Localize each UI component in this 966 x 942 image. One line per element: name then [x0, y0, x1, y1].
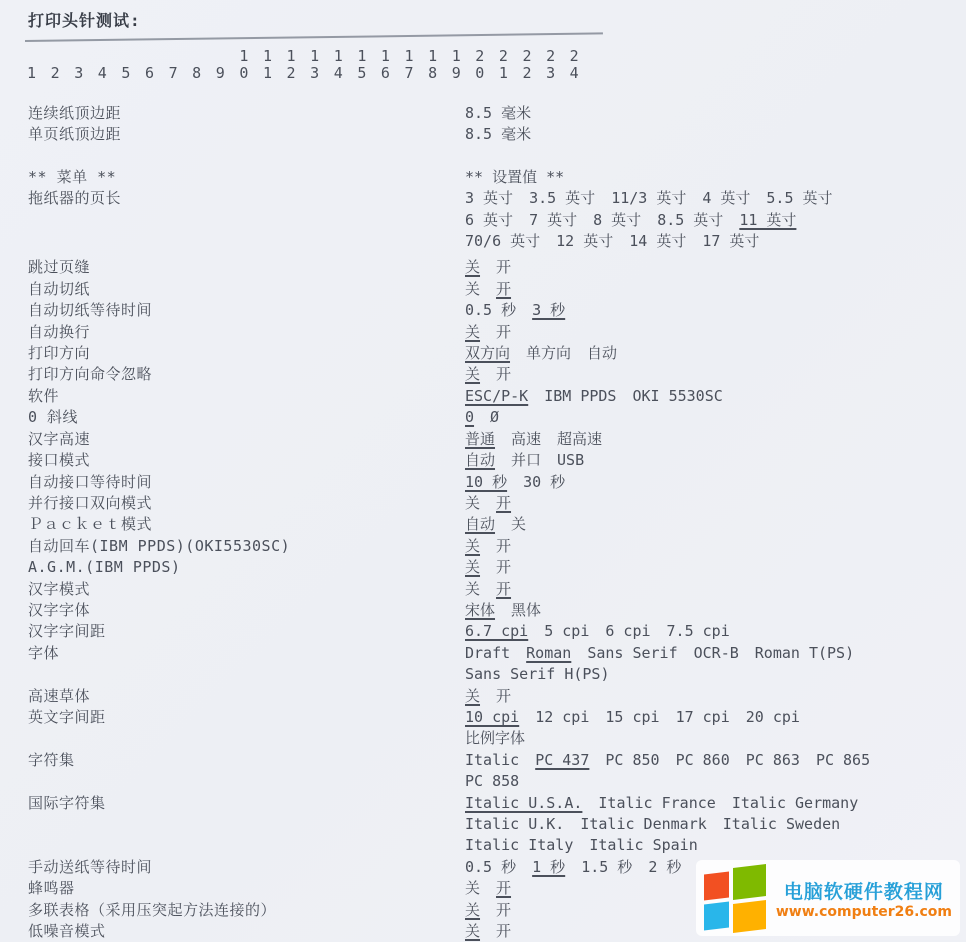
setting-option: 黑体 [511, 600, 542, 619]
setting-option-selected: 双方向 [465, 344, 511, 363]
setting-option: Sans Serif [587, 643, 678, 662]
setting-option: 开 [496, 922, 512, 941]
setting-option-selected: 0 [465, 408, 475, 427]
menu-row [0, 103, 966, 124]
setting-option: 8.5 英寸 [657, 210, 724, 229]
setting-values [465, 793, 966, 857]
setting-option: 4 英寸 [702, 189, 751, 208]
setting-option: 6 cpi [605, 622, 651, 641]
menu-row [0, 621, 966, 642]
setting-values [465, 343, 966, 364]
setting-option-selected: 关 [465, 900, 481, 919]
setting-value-line [465, 835, 966, 856]
watermark [696, 860, 960, 936]
setting-option-selected: 关 [465, 365, 481, 384]
setting-option: 8.5 毫米 [465, 125, 532, 144]
setting-values [465, 188, 966, 252]
pin-number: 1 9 [451, 47, 461, 82]
setting-values [465, 557, 966, 578]
setting-values [465, 429, 966, 450]
menu-row [0, 343, 966, 364]
pin-number: 9 [215, 64, 225, 82]
setting-label: 自动切纸等待时间 [28, 301, 153, 320]
setting-label: 蜂鸣器 [28, 879, 75, 898]
setting-option-selected: 10 秒 [465, 472, 508, 491]
setting-label: 拖纸器的页长 [28, 189, 122, 208]
setting-option: 单方向 [526, 344, 572, 363]
setting-option-selected: PC 437 [535, 750, 590, 769]
setting-value-line [465, 771, 966, 792]
setting-value-line [465, 514, 966, 535]
setting-values [465, 450, 966, 471]
setting-value-line [465, 300, 966, 321]
setting-label: 并行接口双向模式 [28, 493, 153, 512]
setting-option-selected: ESC/P-K [465, 386, 529, 405]
setting-option: 5 cpi [544, 622, 590, 641]
setting-label: 打印方向命令忽略 [28, 365, 153, 384]
menu-row [0, 707, 966, 750]
setting-option: Sans Serif H(PS) [465, 665, 610, 684]
setting-option: Italic Denmark [580, 815, 707, 833]
setting-value-line [465, 686, 966, 707]
setting-label: Ｐａｃｋｅｔ模式 [28, 515, 153, 534]
logo-pane-blue [704, 901, 729, 930]
menu-row [0, 557, 966, 578]
menu-row [0, 514, 966, 535]
setting-option-selected: 关 [465, 536, 481, 555]
setting-values [465, 643, 966, 686]
setting-value-line [465, 343, 966, 364]
pin-number: 3 [74, 64, 84, 82]
menu-row [0, 493, 966, 514]
setting-option: 开 [496, 365, 512, 384]
pin-number: 5 [121, 64, 131, 82]
setting-option: 关 [511, 515, 527, 534]
setting-option: 17 cpi [675, 707, 730, 726]
setting-option: PC 858 [465, 772, 520, 791]
setting-values [465, 600, 966, 621]
pin-number: 1 5 [357, 47, 367, 82]
setting-values [465, 364, 966, 385]
setting-value-line [465, 579, 966, 600]
setting-value-line [465, 793, 966, 814]
setting-value-line [465, 664, 966, 685]
watermark-text [776, 877, 952, 920]
setting-option: 超高速 [557, 429, 603, 448]
setting-values [465, 579, 966, 600]
setting-values [465, 514, 966, 535]
setting-label: 0 斜线 [28, 408, 79, 427]
setting-option: 8 英寸 [593, 210, 642, 229]
setting-option: PC 850 [605, 750, 660, 769]
setting-label: 跳过页缝 [28, 258, 91, 277]
setting-value-line [465, 557, 966, 578]
setting-value-line [465, 188, 966, 209]
setting-option: Italic [465, 750, 520, 769]
menu-row [0, 536, 966, 557]
setting-option: 开 [496, 558, 512, 577]
pin-number: 1 [27, 64, 37, 82]
setting-label: 自动接口等待时间 [28, 472, 153, 491]
pin-number: 2 0 [475, 47, 485, 82]
menu-row [0, 364, 966, 385]
setting-option-selected: 宋体 [465, 600, 496, 619]
menu-row [0, 257, 966, 278]
setting-option: 11/3 英寸 [611, 189, 687, 208]
menu-row [0, 322, 966, 343]
setting-value-line [465, 364, 966, 385]
setting-option: 70/6 英寸 [465, 232, 541, 251]
setting-value-line [465, 750, 966, 771]
menu-row [0, 579, 966, 600]
pin-number: 1 2 [286, 47, 296, 82]
setting-option: 17 英寸 [702, 232, 760, 251]
setting-values [465, 536, 966, 557]
setting-option: 2 秒 [648, 857, 682, 876]
setting-option-selected: Italic U.S.A. [465, 793, 583, 812]
setting-option: 8.5 毫米 [465, 104, 532, 122]
setting-option: 7 英寸 [529, 210, 578, 229]
pin-number: 8 [192, 64, 202, 82]
setting-option-selected: 11 英寸 [739, 210, 797, 229]
setting-value-line [465, 707, 966, 728]
setting-option: Draft [465, 643, 511, 662]
setting-option: 7.5 cpi [666, 622, 730, 641]
setting-label: ** 菜单 ** [28, 167, 117, 186]
menu-row [0, 686, 966, 707]
pin-number: 1 1 [262, 47, 272, 82]
setting-label: 自动回车(IBM PPDS)(OKI5530SC) [28, 536, 291, 555]
setting-option: 0.5 秒 [465, 301, 517, 320]
setting-value-line [465, 210, 966, 231]
setting-label: 接口模式 [28, 451, 91, 470]
pin-number: 7 [168, 64, 178, 82]
setting-label: 高速草体 [28, 686, 91, 705]
setting-label: 自动切纸 [28, 279, 91, 298]
setting-option-selected: 开 [496, 879, 512, 898]
pin-number: 2 3 [546, 47, 556, 82]
pin-number: 1 0 [239, 47, 249, 82]
setting-option-selected: 开 [496, 579, 512, 598]
setting-option: 12 英寸 [556, 232, 614, 251]
setting-option-selected: 关 [465, 686, 481, 705]
setting-label: 单页纸顶边距 [28, 125, 122, 144]
setting-option: 关 [465, 279, 481, 298]
setting-values [465, 103, 966, 124]
setting-option: PC 863 [745, 750, 800, 769]
setting-label: 手动送纸等待时间 [28, 857, 153, 876]
setting-option: 1.5 秒 [581, 857, 633, 876]
menu-row [0, 750, 966, 793]
logo-pane-green [733, 864, 766, 900]
setting-option: 3 英寸 [465, 189, 514, 208]
setting-option: USB [557, 451, 585, 470]
pin-number: 2 1 [498, 47, 508, 82]
pin-number: 1 3 [310, 47, 320, 82]
setting-label: 汉字高速 [28, 429, 91, 448]
setting-values [465, 167, 966, 188]
setting-option: 关 [465, 493, 481, 512]
setting-option: 并口 [511, 451, 542, 470]
setting-option: 关 [465, 579, 481, 598]
setting-values [465, 472, 966, 493]
setting-value-line [465, 322, 966, 343]
setting-option-selected: 自动 [465, 515, 496, 534]
setting-option: 关 [465, 879, 481, 898]
site-name: 电脑软硬件教程网 [783, 880, 944, 903]
setting-option: Italic France [598, 793, 716, 812]
setting-values [465, 493, 966, 514]
setting-values [465, 279, 966, 300]
pin-number: 2 [50, 64, 60, 82]
setting-option: 开 [496, 900, 512, 919]
setting-option: PC 865 [815, 750, 871, 769]
setting-label: 低噪音模式 [28, 922, 106, 941]
setting-values [465, 322, 966, 343]
setting-option-selected: 关 [465, 922, 481, 941]
setting-option: 12 cpi [535, 707, 590, 726]
setting-value-line [465, 814, 966, 835]
setting-option-selected: 普通 [465, 429, 496, 448]
setting-option: Italic U.K. [465, 815, 565, 833]
logo-pane-red [704, 871, 729, 900]
setting-value-line [465, 728, 966, 749]
pin-number: 1 6 [380, 47, 390, 82]
pin-number: 1 7 [404, 47, 414, 82]
pin-number: 6 [144, 64, 154, 82]
setting-value-line [465, 600, 966, 621]
setting-values [465, 124, 966, 145]
setting-label: 多联表格（采用压突起方法连接的） [28, 900, 277, 919]
setting-option: IBM PPDS [544, 386, 617, 405]
setting-value-line [465, 643, 966, 664]
setting-option: ** 设置值 ** [465, 167, 565, 186]
logo-pane-yellow [733, 900, 766, 933]
setting-option-selected: 关 [465, 322, 481, 341]
setting-value-line [465, 407, 966, 428]
menu-row [0, 386, 966, 407]
setting-option: 0.5 秒 [465, 857, 517, 876]
settings-table [0, 103, 966, 942]
menu-row [0, 643, 966, 686]
menu-row [0, 450, 966, 471]
setting-option-selected: 开 [496, 493, 512, 512]
setting-value-line [465, 536, 966, 557]
setting-option: OCR-B [693, 643, 739, 662]
setting-label: 软件 [28, 386, 60, 405]
setting-value-line [465, 621, 966, 642]
site-url: www.computer26.com [775, 903, 952, 920]
menu-row [0, 124, 966, 145]
setting-option-selected: 10 cpi [465, 707, 520, 726]
setting-label: 连续纸顶边距 [28, 104, 122, 122]
setting-option: 15 cpi [605, 707, 660, 726]
setting-option-selected: 自动 [465, 451, 496, 470]
setting-label: 自动换行 [28, 322, 91, 341]
pin-number: 2 2 [522, 47, 532, 82]
setting-option: 自动 [587, 344, 618, 363]
setting-option-selected: 关 [465, 558, 481, 577]
setting-value-line [465, 493, 966, 514]
setting-values [465, 407, 966, 428]
setting-label: 汉字模式 [28, 579, 91, 598]
pin-number: 4 [97, 64, 107, 82]
setting-value-line [465, 386, 966, 407]
setting-option: 20 cpi [745, 707, 800, 726]
setting-option-selected: 1 秒 [532, 857, 566, 876]
setting-values [465, 386, 966, 407]
setting-option: 开 [496, 536, 512, 555]
setting-option: 6 英寸 [465, 210, 514, 229]
setting-label: 汉字字体 [28, 600, 91, 619]
row-gap [0, 146, 966, 167]
menu-row [0, 167, 966, 188]
setting-label: 字体 [28, 643, 60, 662]
setting-option: 30 秒 [523, 472, 566, 491]
setting-option: Italic Spain [589, 836, 698, 855]
windows-logo-icon [704, 866, 766, 930]
setting-values [465, 707, 966, 750]
setting-value-line [465, 231, 966, 252]
setting-option-selected: 6.7 cpi [465, 622, 529, 641]
setting-values [465, 686, 966, 707]
setting-value-line [465, 124, 966, 145]
setting-option: 开 [496, 686, 512, 705]
setting-value-line [465, 429, 966, 450]
setting-option: 5.5 英寸 [766, 189, 833, 208]
setting-option: 开 [496, 258, 512, 277]
setting-values [465, 300, 966, 321]
menu-row [0, 793, 966, 857]
menu-row [0, 279, 966, 300]
setting-option: Ø [490, 408, 500, 427]
pin-number: 1 4 [333, 47, 343, 82]
menu-row [0, 472, 966, 493]
setting-label: 汉字字间距 [28, 622, 106, 641]
setting-option: Italic Sweden [722, 815, 841, 833]
setting-label: 打印方向 [28, 344, 91, 363]
setting-option: PC 860 [675, 750, 730, 769]
setting-option-selected: Roman [526, 643, 572, 662]
setting-option: Italic Germany [731, 793, 859, 812]
setting-option: 比例字体 [465, 729, 526, 748]
setting-option: 高速 [511, 429, 542, 448]
menu-row [0, 300, 966, 321]
setting-label: 英文字间距 [28, 707, 106, 726]
setting-value-line [465, 450, 966, 471]
setting-values [465, 750, 966, 793]
setting-label: 国际字符集 [28, 793, 106, 812]
setting-option-selected: 3 秒 [532, 301, 566, 320]
setting-label: A.G.M.(IBM PPDS) [28, 558, 181, 577]
menu-row [0, 407, 966, 428]
menu-row [0, 600, 966, 621]
setting-option: OKI 5530SC [632, 386, 723, 405]
setting-value-line [465, 167, 966, 188]
setting-values [465, 257, 966, 278]
menu-row [0, 188, 966, 252]
setting-value-line [465, 472, 966, 493]
setting-value-line [465, 279, 966, 300]
setting-option: Roman T(PS) [754, 643, 855, 662]
pin-number-row [27, 48, 593, 82]
setting-option: 3.5 英寸 [529, 189, 596, 208]
pin-number: 2 4 [569, 47, 579, 82]
page-title: 打印头针测试: [28, 11, 141, 30]
setting-option: 开 [496, 322, 512, 341]
setting-value-line [465, 257, 966, 278]
setting-option-selected: 开 [496, 279, 512, 298]
setting-option: 14 英寸 [629, 232, 687, 251]
setting-value-line [465, 103, 966, 124]
setting-label: 字符集 [28, 750, 75, 769]
menu-row [0, 429, 966, 450]
setting-option-selected: 关 [465, 258, 481, 277]
setting-option: Italic Italy [465, 836, 574, 855]
pin-number: 1 8 [428, 47, 438, 82]
setting-values [465, 621, 966, 642]
horizontal-rule [25, 32, 603, 42]
